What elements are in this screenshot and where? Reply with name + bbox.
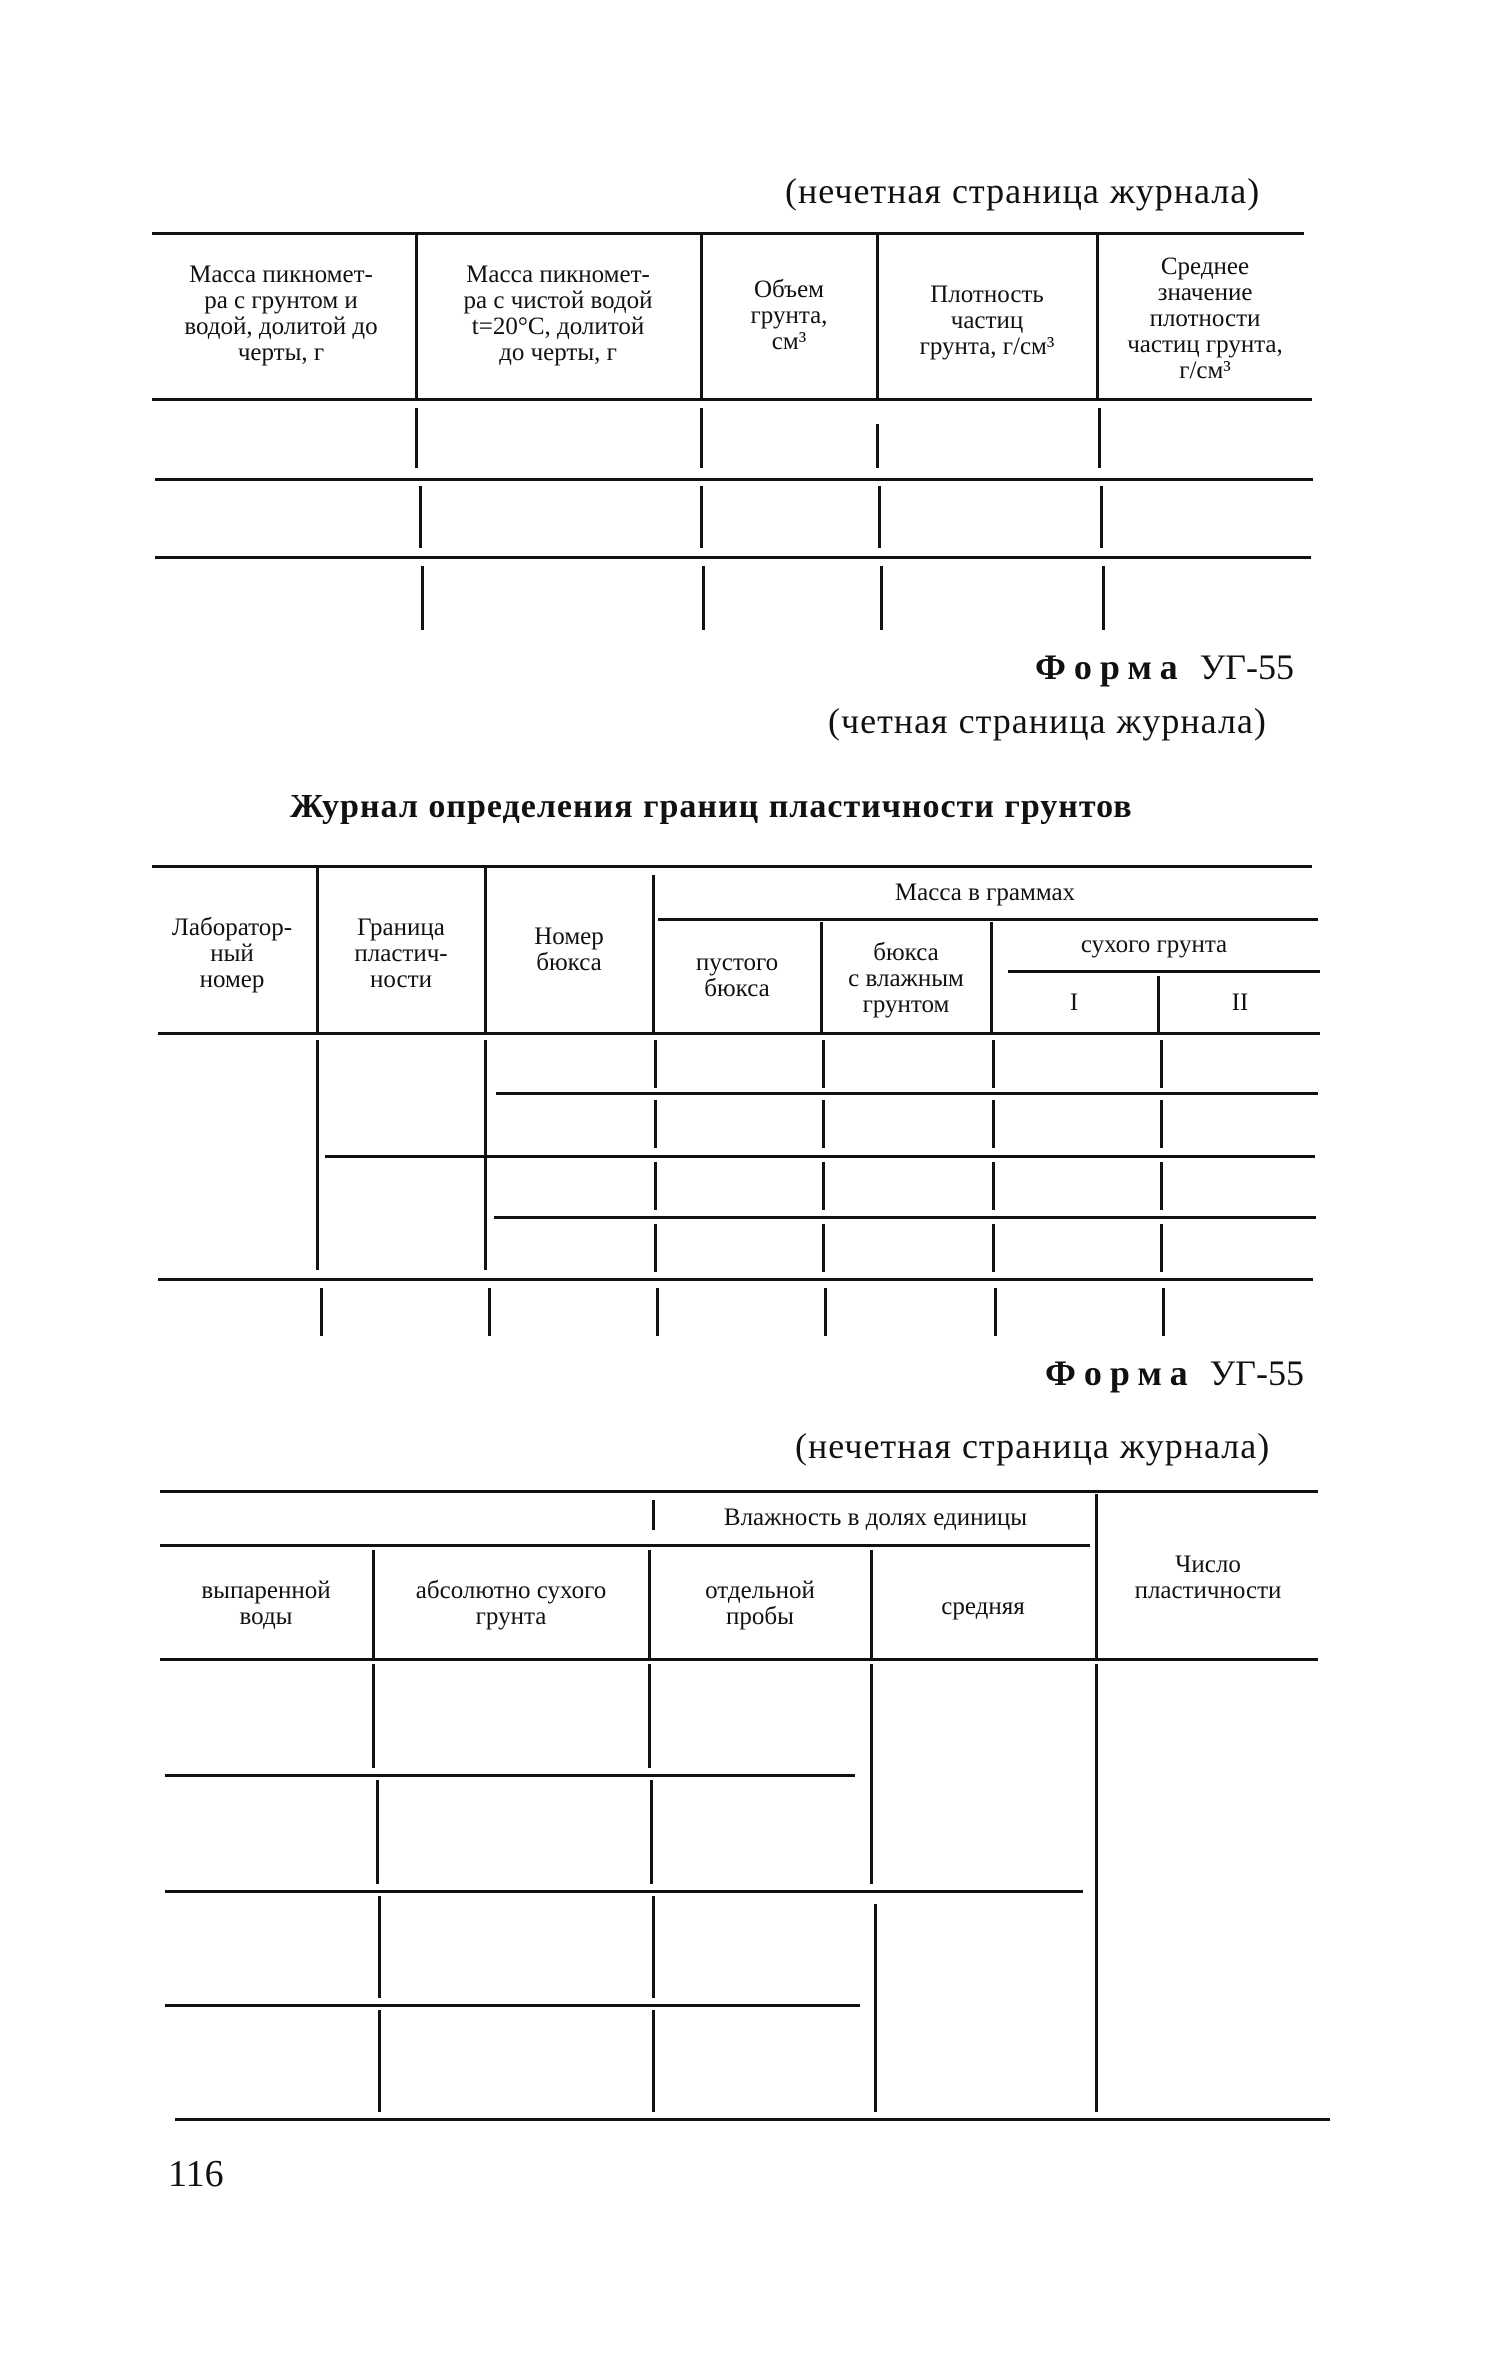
- table2-body-divider: [1160, 1100, 1163, 1148]
- header-line: грунта, г/см³: [919, 333, 1055, 360]
- table3-body-divider: [378, 2010, 381, 2112]
- header-line: Среднее: [1160, 253, 1250, 280]
- table2-body-divider: [1160, 1224, 1163, 1272]
- table1-body-divider: [702, 566, 705, 630]
- header-average-density: [1099, 254, 1311, 384]
- table3-moisture-left: [652, 1500, 655, 1530]
- table1-body-divider: [878, 486, 881, 548]
- form2-label: [1035, 646, 1294, 688]
- table3-header-bottom: [160, 1658, 1318, 1661]
- form3-caption: (нечетная страница журнала): [795, 1426, 1271, 1466]
- page-number: 116: [168, 2153, 224, 2195]
- header-line: абсолютно сухого: [415, 1577, 607, 1604]
- table1-body-divider: [876, 424, 879, 468]
- header-dry-soil-1: I: [1069, 989, 1079, 1016]
- table2-body-divider: [1160, 1162, 1163, 1210]
- header-moisture-fraction: Влажность в долях единицы: [723, 1504, 1028, 1531]
- table2-body-divider: [316, 1040, 319, 1270]
- header-line: пробы: [726, 1603, 794, 1630]
- header-line: грунта,: [750, 302, 828, 329]
- table1-body-divider: [700, 408, 703, 468]
- table1-body-divider: [700, 486, 703, 548]
- table2-mass-underline: [658, 918, 1318, 921]
- table1-body-divider: [1100, 486, 1103, 548]
- header-line: значение: [1157, 279, 1253, 306]
- header-line: ности: [370, 966, 432, 993]
- header-line: пластич-: [354, 940, 448, 967]
- table1-row-divider: [155, 556, 1311, 559]
- header-line: Плотность: [930, 281, 1044, 308]
- header-line: грунта: [475, 1603, 547, 1630]
- header-line: номер: [199, 966, 265, 993]
- header-mass-with-soil: [150, 262, 412, 366]
- form-code: УГ-55: [1199, 647, 1294, 687]
- table3-body-divider: [372, 1664, 375, 1768]
- table2-body-divider: [822, 1100, 825, 1148]
- table3-moisture-underline: [160, 1544, 1090, 1547]
- table3-body-divider: [870, 1664, 873, 1884]
- table1-header-bottom: [152, 398, 1312, 401]
- header-evaporated-water: [162, 1578, 370, 1630]
- header-line: воды: [239, 1603, 293, 1630]
- table3-body-divider: [652, 2010, 655, 2112]
- table1-caption: (нечетная страница журнала): [785, 171, 1261, 211]
- header-line: пустого: [695, 949, 779, 976]
- header-line: частиц: [950, 307, 1024, 334]
- table2-body-divider: [488, 1288, 491, 1336]
- table2-body-divider: [994, 1288, 997, 1336]
- table1-body-divider: [1098, 408, 1101, 468]
- header-line: грунтом: [862, 991, 950, 1018]
- table2-body-divider: [992, 1224, 995, 1272]
- header-single-sample: [651, 1578, 869, 1630]
- table3-body-divider: [874, 1904, 877, 2112]
- table1-body-divider: [1102, 566, 1105, 630]
- form-code: УГ-55: [1209, 1353, 1304, 1393]
- header-mass-grams: Масса в граммах: [894, 879, 1076, 906]
- header-box-wet-soil: [823, 940, 989, 1018]
- form-word: Форма: [1045, 1353, 1196, 1393]
- table3-row-divider: [165, 1774, 855, 1777]
- header-particle-density: [879, 282, 1095, 360]
- table3-row-divider: [165, 2004, 860, 2007]
- table2-header-bottom: [158, 1032, 1320, 1035]
- header-line: Лаборатор-: [171, 914, 293, 941]
- table2-row-divider: [494, 1216, 1316, 1219]
- header-empty-box: [655, 950, 819, 1002]
- table2-body-divider: [822, 1224, 825, 1272]
- header-mass-with-water: [418, 262, 698, 366]
- header-line: бюкса: [873, 939, 939, 966]
- header-dry-soil-2: II: [1231, 989, 1249, 1016]
- table3-row-divider: [165, 1890, 1083, 1893]
- table3-body-divider: [378, 1896, 381, 1998]
- table2-body-divider: [320, 1288, 323, 1336]
- form2-caption: (четная страница журнала): [828, 701, 1267, 741]
- header-line: пластичности: [1134, 1577, 1282, 1604]
- header-line: выпаренной: [201, 1577, 331, 1604]
- table2-dry-underline: [1008, 970, 1320, 973]
- table2-body-divider: [654, 1100, 657, 1148]
- header-lab-number: [150, 915, 314, 993]
- header-line: частиц грунта,: [1127, 331, 1283, 358]
- table2-body-divider: [656, 1288, 659, 1336]
- header-line: водой, долитой до: [184, 313, 378, 340]
- header-line: г/см³: [1179, 357, 1231, 384]
- header-plasticity-number: [1098, 1552, 1318, 1604]
- table1-body-divider: [419, 486, 422, 548]
- header-absolute-dry-soil: [375, 1578, 647, 1630]
- table2-body-divider: [654, 1224, 657, 1272]
- table1-body-divider: [421, 566, 424, 630]
- table2-body-divider: [1160, 1040, 1163, 1088]
- header-line: Масса пикномет-: [466, 261, 650, 288]
- table3-body-divider: [376, 1780, 379, 1884]
- table3-body-divider: [1095, 1664, 1098, 2112]
- header-average-moisture: средняя: [941, 1593, 1025, 1620]
- table2-row-divider: [325, 1155, 1315, 1158]
- table3-bottom-border: [175, 2118, 1330, 2121]
- table3-top-border: [160, 1490, 1318, 1493]
- header-line: Объем: [754, 276, 824, 303]
- table2-body-divider: [992, 1100, 995, 1148]
- table2-top-border: [152, 865, 1312, 868]
- form3-label: [1045, 1352, 1304, 1394]
- header-line: бюкса: [536, 949, 602, 976]
- header-line: бюкса: [704, 975, 770, 1002]
- header-line: Число: [1175, 1551, 1241, 1578]
- header-dry-soil: сухого грунта: [1080, 931, 1228, 958]
- table2-body-divider: [992, 1040, 995, 1088]
- header-line: ный: [210, 940, 254, 967]
- header-line: Масса пикномет-: [189, 261, 373, 288]
- table1-body-divider: [880, 566, 883, 630]
- header-soil-volume: [703, 277, 875, 355]
- table2-body-divider: [484, 1040, 487, 1270]
- table2-body-divider: [822, 1040, 825, 1088]
- table1-body-divider: [415, 408, 418, 468]
- table2-body-divider: [654, 1162, 657, 1210]
- header-line: ра с чистой водой: [463, 287, 653, 314]
- table2-body-divider: [1162, 1288, 1165, 1336]
- table1-row-divider: [155, 478, 1313, 481]
- table2-row-divider: [158, 1278, 1313, 1281]
- table2-body-divider: [824, 1288, 827, 1336]
- header-box-number: [487, 924, 651, 976]
- header-line: Граница: [357, 914, 445, 941]
- table3-body-divider: [648, 1664, 651, 1768]
- form2-title: Журнал определения границ пластичности грунтов: [290, 788, 1133, 825]
- header-line: с влажным: [848, 965, 964, 992]
- header-line: t=20°С, долитой: [471, 313, 645, 340]
- table3-body-divider: [652, 1896, 655, 1998]
- header-line: Номер: [534, 923, 604, 950]
- header-plasticity-boundary: [319, 915, 483, 993]
- header-line: отдельной: [705, 1577, 815, 1604]
- header-line: до черты, г: [499, 339, 617, 366]
- header-line: черты, г: [237, 339, 325, 366]
- table2-row-divider: [496, 1092, 1318, 1095]
- header-line: см³: [771, 328, 807, 355]
- table1-top-border: [152, 232, 1304, 235]
- table2-body-divider: [654, 1040, 657, 1088]
- table3-body-divider: [650, 1780, 653, 1884]
- form-word: Форма: [1035, 647, 1186, 687]
- table2-body-divider: [992, 1162, 995, 1210]
- header-line: плотности: [1149, 305, 1261, 332]
- table2-body-divider: [822, 1162, 825, 1210]
- header-line: ра с грунтом и: [204, 287, 358, 314]
